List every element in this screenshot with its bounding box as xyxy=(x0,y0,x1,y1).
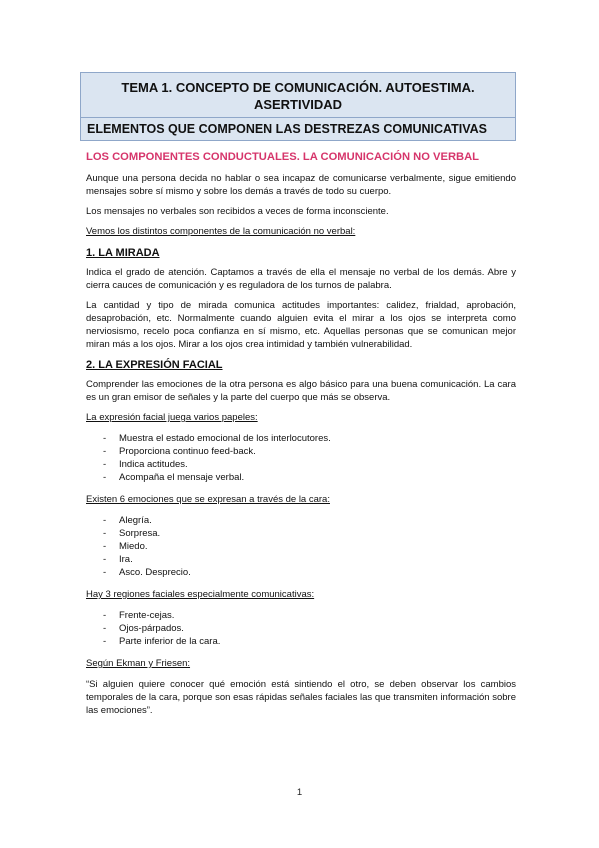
page-number: 1 xyxy=(296,787,303,798)
expresion-paragraph-1: Comprender las emociones de la otra persona es algo básico para una buena comunicación. La cara es un gran emisor de señales y la parte del cuerpo que más se observa. xyxy=(86,379,516,403)
list-item: - Parte inferior de la cara. xyxy=(86,635,516,648)
list-item: - Ira. xyxy=(86,553,516,566)
mirada-paragraph-1: Indica el grado de atención. Captamos a través de ella el mensaje no verbal de los demás. Abre y cierra cauces de comunicación y es reguladora de los turnos de palabra. xyxy=(86,267,516,291)
document-body xyxy=(86,150,516,724)
list-item: - Ojos-párpados. xyxy=(86,622,516,635)
topic-title xyxy=(81,73,515,117)
list-item: - Miedo. xyxy=(86,540,516,553)
topic-title-line-2: ASERTIVIDAD xyxy=(253,97,343,112)
list-item: - Alegría. xyxy=(86,514,516,527)
list-item: - Sorpresa. xyxy=(86,527,516,540)
topic-title-line-1: TEMA 1. CONCEPTO DE COMUNICACIÓN. AUTOESTIMA. xyxy=(121,80,475,95)
section-paragraph-1: Aunque una persona decida no hablar o sea incapaz de comunicarse verbalmente, sigue emitiendo mensajes sobre sí mismo y sobre los demás a través de todo su cuerpo. xyxy=(86,173,516,197)
section-title: LOS COMPONENTES CONDUCTUALES. LA COMUNICACIÓN NO VERBAL xyxy=(86,151,480,163)
section-paragraph-2: Los mensajes no verbales son recibidos a veces de forma inconsciente. xyxy=(86,206,389,217)
emociones-title: Existen 6 emociones que se expresan a través de la cara: xyxy=(86,494,330,505)
ekman-quote: “Si alguien quiere conocer qué emoción está sintiendo el otro, se deben observar los cambios temporales de la cara, porque son esas rápidas señales faciales las que transmiten información sobre las emociones”. xyxy=(86,679,516,716)
list-item: - Indica actitudes. xyxy=(86,458,516,471)
list-item: - Proporciona continuo feed-back. xyxy=(86,445,516,458)
heading-expresion-facial: 2. LA EXPRESIÓN FACIAL xyxy=(86,359,223,371)
list-item: - Asco. Desprecio. xyxy=(86,566,516,579)
topic-subtitle: ELEMENTOS QUE COMPONEN LAS DESTREZAS COMUNICATIVAS xyxy=(81,117,515,140)
components-intro: Vemos los distintos componentes de la comunicación no verbal: xyxy=(86,226,356,237)
heading-mirada: 1. LA MIRADA xyxy=(86,247,160,259)
regiones-list xyxy=(86,609,516,648)
regiones-title: Hay 3 regiones faciales especialmente comunicativas: xyxy=(86,589,315,600)
mirada-paragraph-2: La cantidad y tipo de mirada comunica actitudes importantes: calidez, frialdad, aprobación, desaprobación, etc. Normalmente cuando alguien evita el mirar a los ojos se interpreta como nerviosismo, recelo poca confianza en sí mismo, etc. Aquellas personas que se comunican mejor miran más a los ojos. Mirar a los ojos crea intimidad y también vulnerabilidad. xyxy=(86,300,516,350)
papeles-list xyxy=(86,432,516,484)
topic-header-box xyxy=(80,72,516,141)
list-item: - Frente-cejas. xyxy=(86,609,516,622)
emociones-list xyxy=(86,514,516,579)
ekman-title: Según Ekman y Friesen: xyxy=(86,658,191,669)
list-item: - Muestra el estado emocional de los interlocutores. xyxy=(86,432,516,445)
papeles-title: La expresión facial juega varios papeles: xyxy=(86,412,258,423)
list-item: - Acompaña el mensaje verbal. xyxy=(86,471,516,484)
